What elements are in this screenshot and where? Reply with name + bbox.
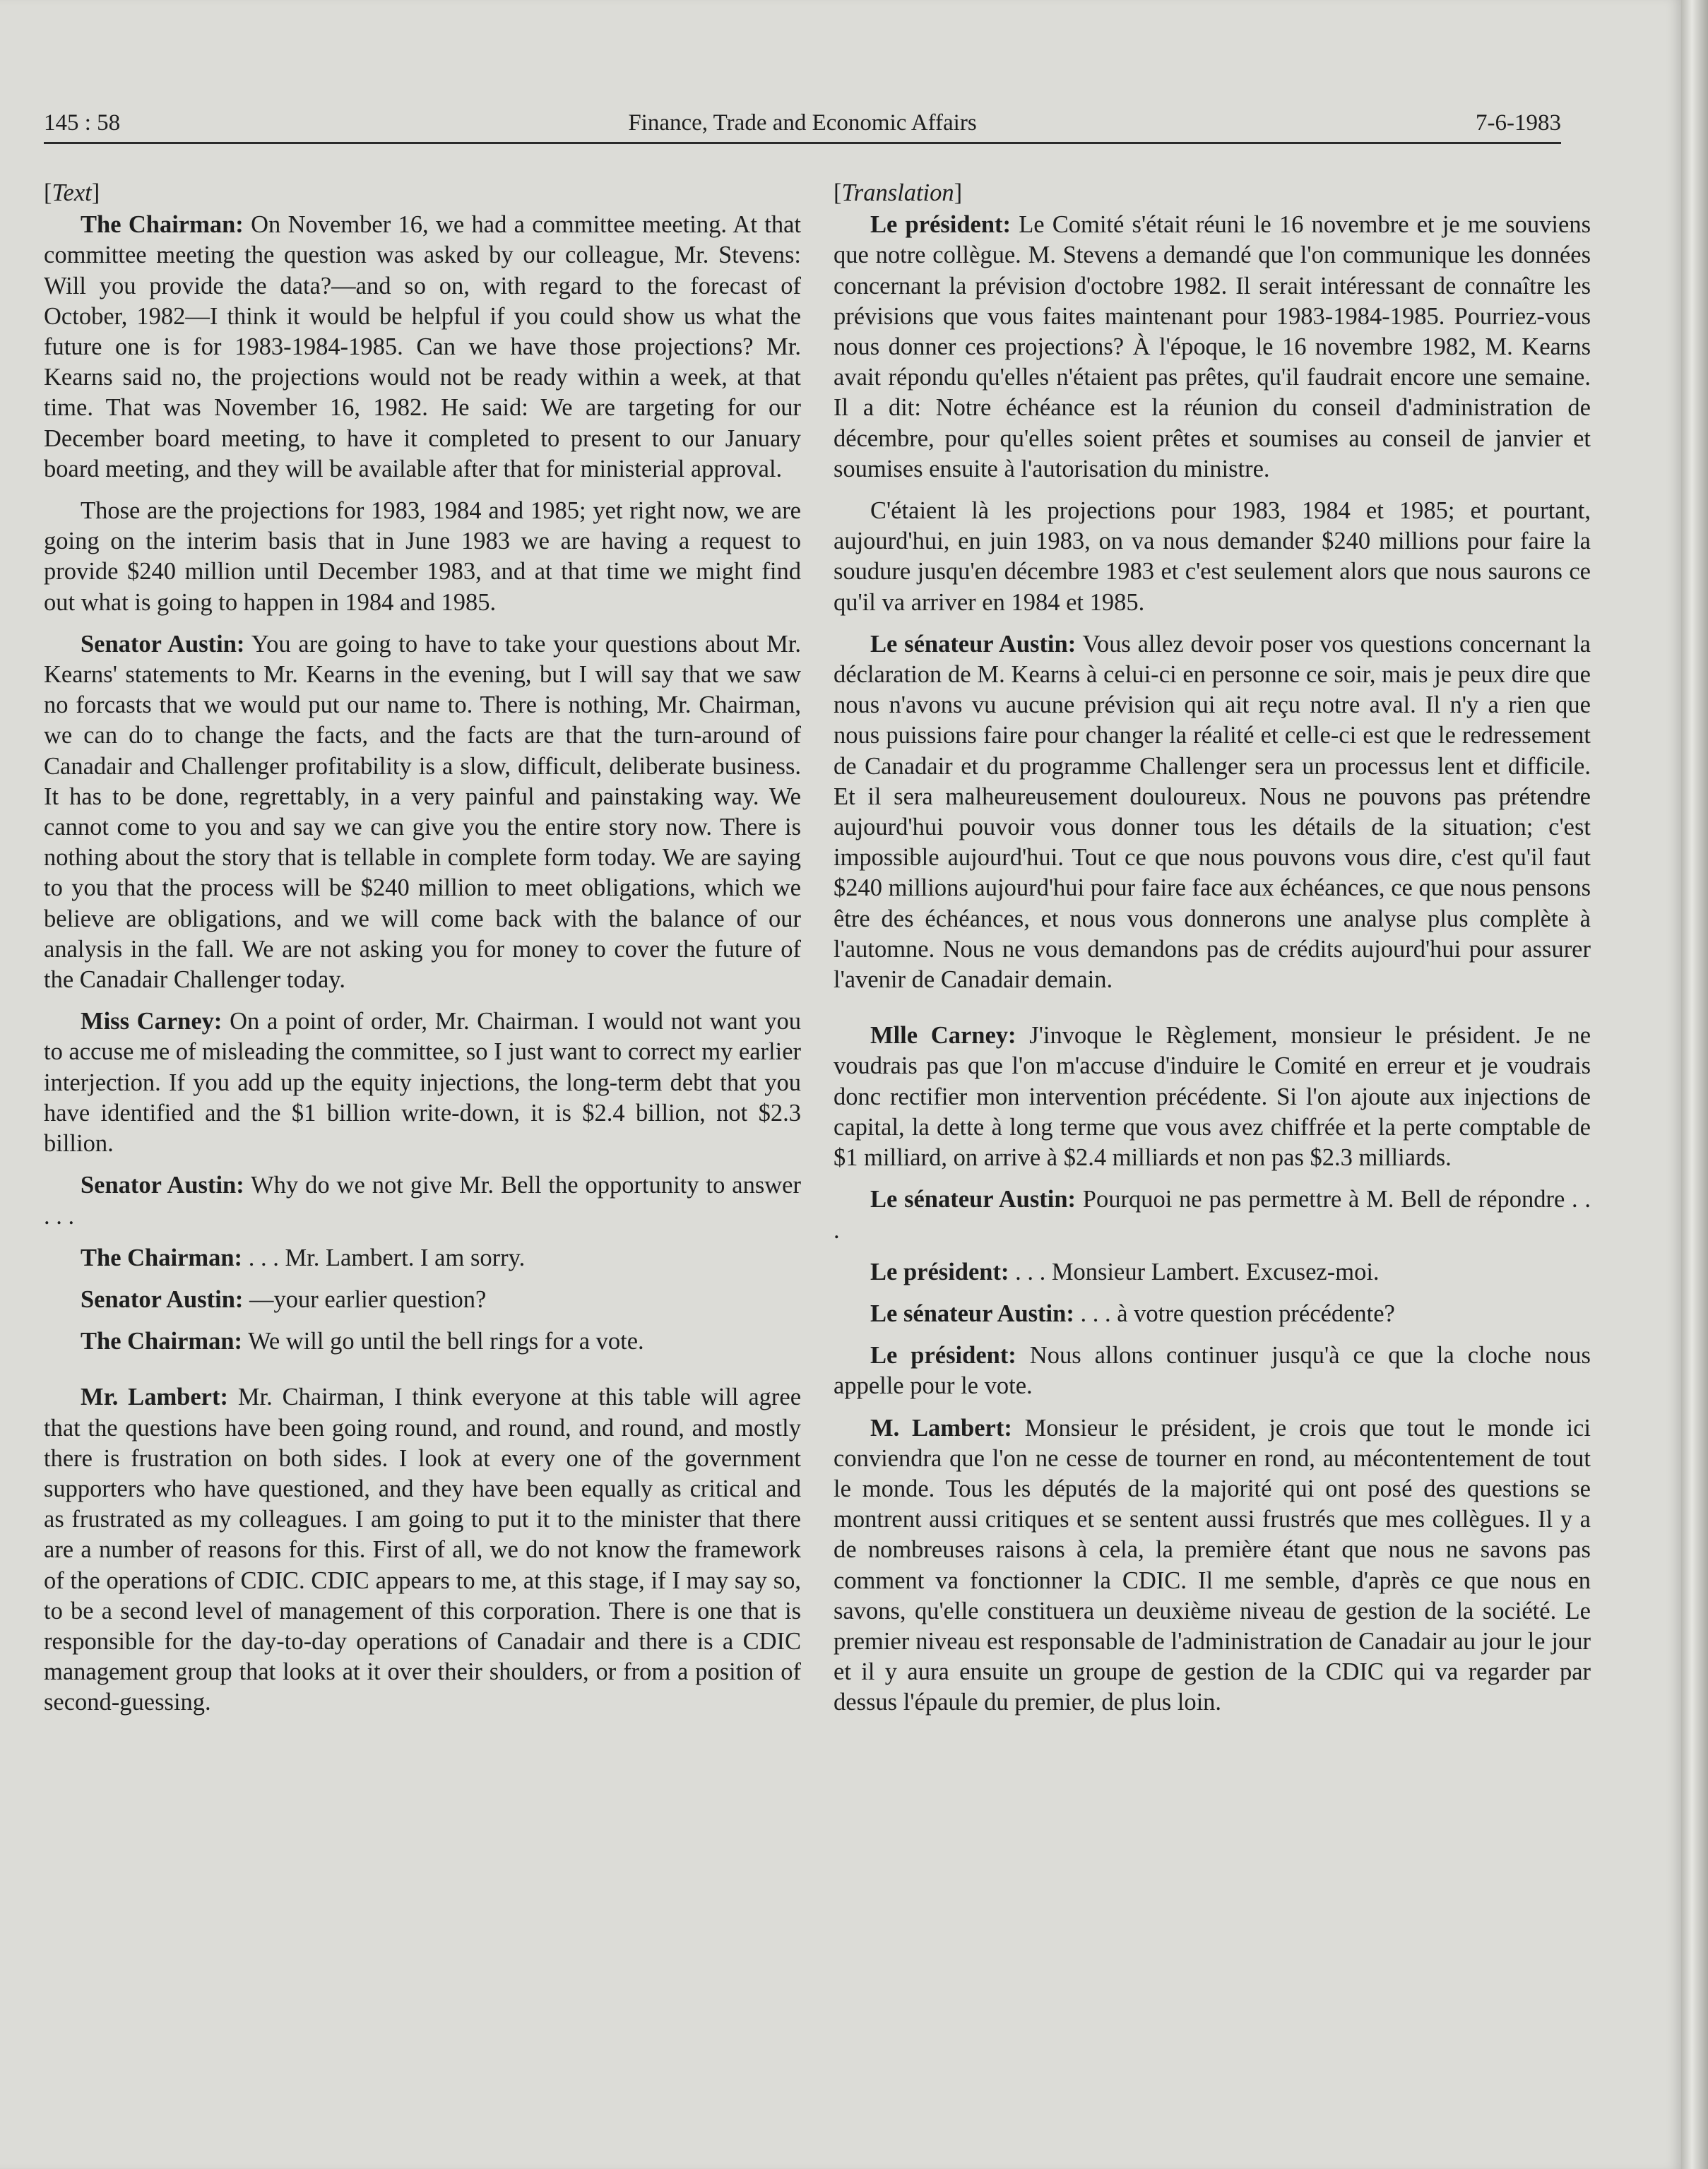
speech-text: On November 16, we had a committee meeting. At that committee meeting the question was asked by our colleague, Mr. Stevens: Will you provide the data?—and so on, with regard to the forecast of October, 1982—I think it would be helpful if you could show us what the future one is for 1983-1984-1985. Can we have those projections? Mr. Kearns said no, the projections would not be ready within a week, at that time. That was November 16, 1982. He said: We are targeting for our December board meeting, to have it completed to present to our January board meeting, and they will be available after that for ministerial approval. [44,211,801,482]
speech-text: Nous allons continuer jusqu'à ce que la cloche nous appelle pour le vote. [834,1342,1591,1400]
french-column [834,178,1591,1730]
running-header [44,107,1561,141]
speech-text: On a point of order, Mr. Chairman. I would not want you to accuse me of misleading the committee, so I just want to correct my earlier interjection. If you add up the equity injections, the long-term debt that you have identified and the $1 billion write-down, it is $2.4 billion, not $2.3 billion. [44,1008,802,1158]
speaker-name: M. Lambert: [870,1414,1012,1442]
speaker-name: Senator Austin: [81,1172,244,1199]
paragraph [834,1341,1591,1401]
running-title: Finance, Trade and Economic Affairs [628,110,977,136]
speech-text: You are going to have to take your questions about Mr. Kearns' statements to Mr. Kearns in the evening, but I will say that we saw no forcasts that we would put our name to. There is nothing, Mr. Chairman, we can do to change the facts, and the facts are that the turn-around of Canadair and Challenger profitability is a slow, difficult, deliberate business. It has to be done, regrettably, in a very painful and painstaking way. We cannot come to you and say we can give you the entire story now. There is nothing about the story that is tellable in complete form today. We are saying to you that the process will be $240 million to meet obligations, which we believe are obligations, and we will come back with the balance of our analysis in the fall. We are not asking you for money to cover the future of the Canadair Challenger today. [44,630,801,994]
speaker-name: Le sénateur Austin: [870,630,1077,658]
paragraph [834,629,1591,995]
speaker-name: Senator Austin: [81,1285,244,1313]
speaker-name: Mlle Carney: [870,1022,1016,1050]
page-edge [1681,0,1708,2169]
paragraph [44,1006,801,1159]
speaker-name: Mr. Lambert: [81,1384,228,1411]
speech-text: Mr. Chairman, I think everyone at this table will agree that the questions have been going round, and round, and round, and mostly there is frustration on both sides. I look at every one of the government supporters who have questioned, and they have been equally as critical and as frustrated as my colleagues. I am going to put it to the minister that there are a number of reasons for this. First of all, we do not know the framework of the operations of CDIC. CDIC appears to me, at this stage, if I may say so, to be a second level of management of this corporation. There is one that is responsible for the day-to-day operations of Canadair and there is a CDIC management group that looks at it over their shoulders, or from a position of second-guessing. [44,1384,802,1716]
speaker-name: Le président: [870,211,1012,239]
speaker-name: The Chairman: [81,1328,243,1355]
speaker-name: Le sénateur Austin: [870,1186,1077,1213]
column-label-text: [Text] [44,179,100,206]
speech-text: Those are the projections for 1983, 1984 and 1985; yet right now, we are going on the interim basis that in June 1983 we are having a request to provide $240 million until December 1983, and at that time we might find out what is going to happen in 1984 and 1985. [44,497,801,616]
paragraph [834,1299,1591,1329]
column-label-translation: [Translation] [834,179,963,206]
paragraph [834,1257,1591,1288]
paragraph [834,1021,1591,1173]
speech-text: J'invoque le Règlement, monsieur le président. Je ne voudrais pas que l'on m'accuse d'induire le Comité en erreur et je voudrais donc rectifier mon intervention précédente. Si l'on ajoute aux injections de capital, la dette à long terme que vous avez chiffrée et la perte comptable de $1 milliard, on arrive à $2.4 milliards et non pas $2.3 milliards. [834,1022,1591,1172]
paragraph [834,496,1591,618]
paragraph [44,1382,801,1718]
speech-text: . . . à votre question précédente? [1074,1300,1395,1327]
speech-text: . . . Monsieur Lambert. Excusez-moi. [1009,1258,1380,1285]
header-rule [44,142,1561,144]
paragraph [834,1413,1591,1718]
paragraph [44,210,801,485]
paragraph [44,1285,801,1315]
speaker-name: The Chairman: [81,211,244,239]
speech-text: Le Comité s'était réuni le 16 novembre et je me souviens que notre collègue. M. Stevens a demandé que l'on communique les données concernant la prévision d'octobre 1982. Il serait intéressant de connaître les prévisions que vous faites maintenant pour 1983-1984-1985. Pourriez-vous nous donner ces projections? À l'époque, le 16 novembre 1982, M. Kearns avait répondu qu'elles n'étaient pas prêtes, qu'il faudrait encore une semaine. Il a dit: Notre échéance est la réunion du conseil d'administration de décembre, pour qu'elles soient prêtes et soumises au conseil de janvier et soumises ensuite à l'autorisation du ministre. [834,211,1591,482]
speaker-name: Miss Carney: [81,1008,223,1035]
speaker-name: Senator Austin: [81,630,245,658]
paragraph [44,1170,801,1231]
page-folio: 145 : 58 [44,110,121,136]
paragraph [44,1326,801,1357]
header-date: 7-6-1983 [1476,110,1561,136]
paragraph [44,1243,801,1273]
paragraph [44,496,801,618]
english-column [44,178,801,1730]
speech-text: Vous allez devoir poser vos questions concernant la déclaration de M. Kearns à celui-ci en personne ce soir, mais je peux dire que nous n'avons vu aucune prévision qui ait reçu notre aval. Il n'y a rien que nous puissions faire pour changer la réalité et celle-ci est que le redressement de Canadair et du programme Challenger sera un processus lent et difficile. Et il sera malheureusement douloureux. Nous ne pouvons pas prétendre aujourd'hui pouvoir vous donner tous les détails de la situation; c'est impossible aujourd'hui. Tout ce que nous pouvons vous dire, c'est qu'il faut $240 millions aujourd'hui pour faire face aux échéances, ce que nous pensons être des échéances, et nous vous donnerons une analyse plus complète à l'automne. Nous ne vous demandons pas de crédits aujourd'hui pour assurer l'avenir de Canadair demain. [834,630,1591,994]
speech-text: Why do we not give Mr. Bell the opportunity to answer . . . [44,1172,801,1230]
speech-text: —your earlier question? [243,1285,487,1313]
speaker-name: Le président: [870,1342,1016,1369]
speech-text: . . . Mr. Lambert. I am sorry. [242,1244,526,1271]
speech-text: C'étaient là les projections pour 1983, 1984 et 1985; et pourtant, aujourd'hui, en juin 1983, on va nous demander $240 millions pour faire la soudure jusqu'en décembre 1983 et c'est seulement alors que nous saurons ce qu'il va arriver en 1984 et 1985. [834,497,1591,616]
paragraph [834,1184,1591,1245]
speaker-name: Le sénateur Austin: [870,1300,1074,1327]
speech-text: Pourquoi ne pas permettre à M. Bell de répondre . . . [834,1186,1591,1244]
speech-text: We will go until the bell rings for a vote. [242,1328,644,1355]
paragraph [834,210,1591,485]
paragraph [44,629,801,995]
speech-text: Monsieur le président, je crois que tout le monde ici conviendra que l'on ne cesse de tourner en rond, au mécontentement de tout le monde. Tous les députés de la majorité qui ont posé des questions se montrent aussi critiques et se sentent aussi frustrés que mes collègues. Il y a de nombreuses raisons à cela, la première étant que nous ne savons pas comment va fonctionner la CDIC. Il me semble, d'après ce que nous en savons, qu'elle constituera un deuxième niveau de gestion de la société. Le premier niveau est responsable de l'administration de Canadair au jour le jour et il y aura ensuite un groupe de gestion de la CDIC qui va regarder par dessus l'épaule du premier, de plus loin. [834,1414,1591,1716]
speaker-name: Le président: [870,1258,1009,1285]
speaker-name: The Chairman: [81,1244,243,1271]
